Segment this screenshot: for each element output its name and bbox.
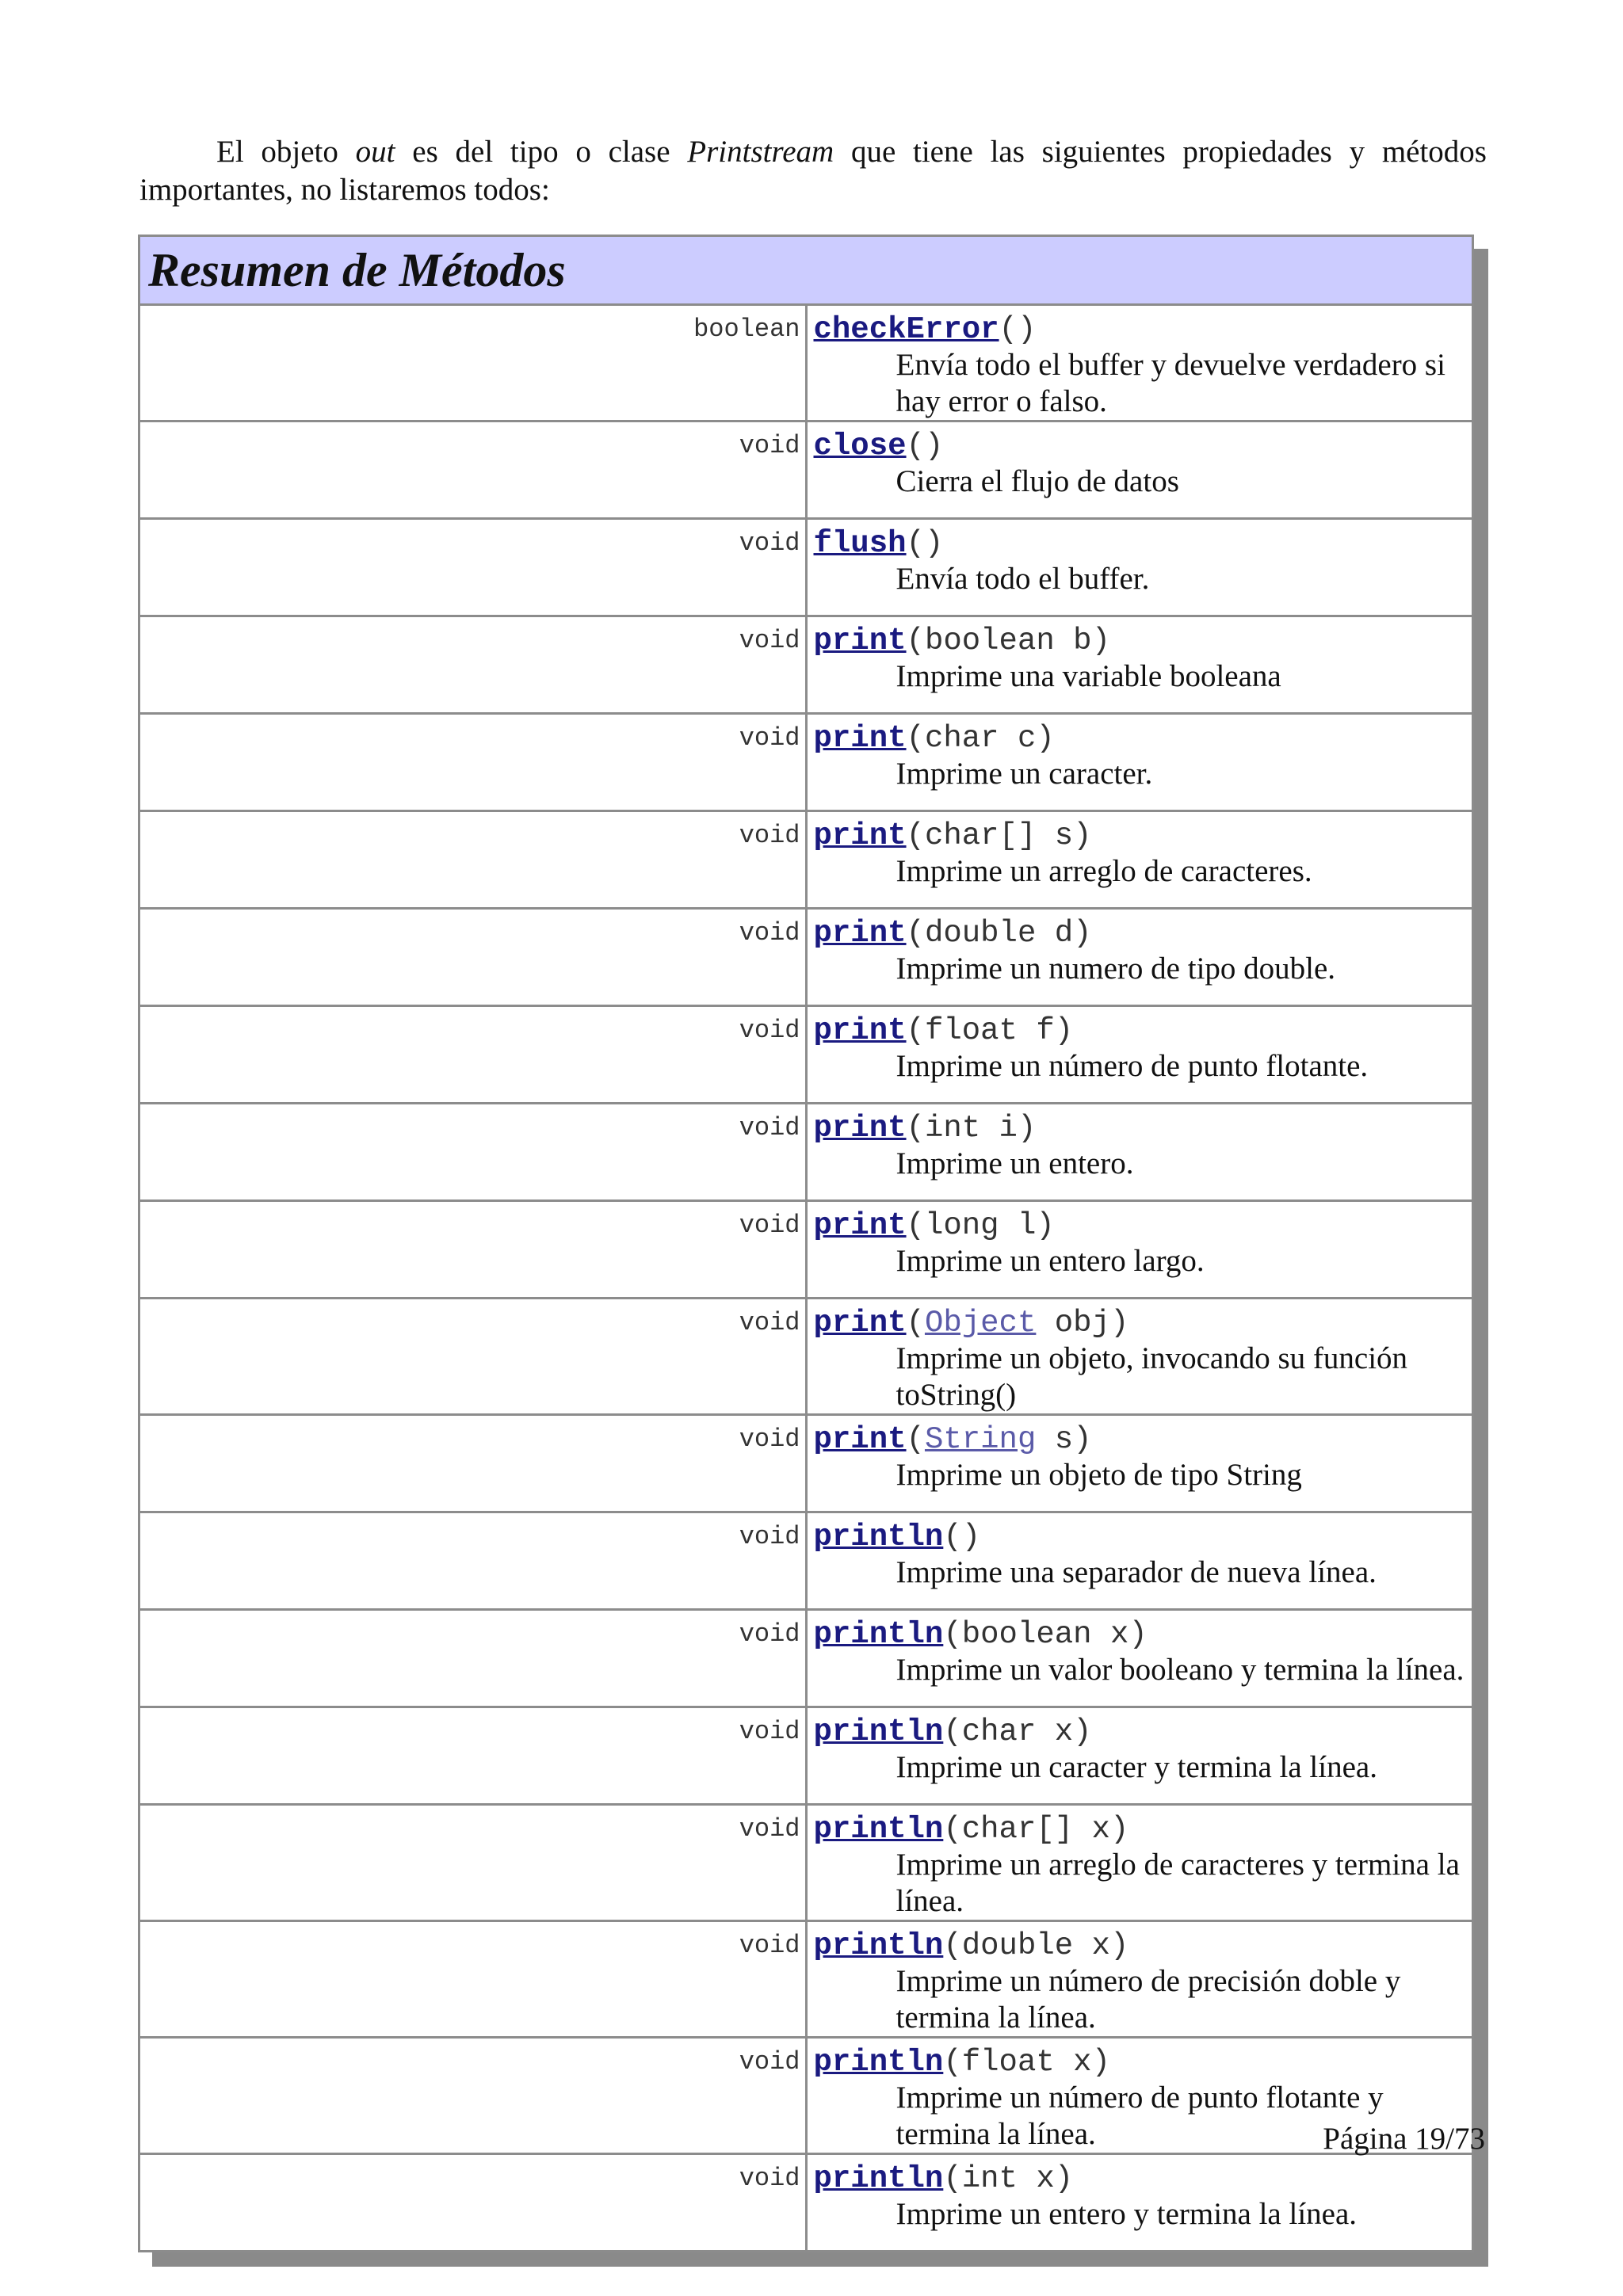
return-type: void	[139, 1006, 807, 1104]
method-cell	[806, 616, 1473, 714]
method-params: float f	[924, 1013, 1055, 1048]
intro-line-2: importantes, no listaremos todos:	[139, 173, 550, 207]
method-description: Imprime un entero y termina la línea.	[896, 2197, 1358, 2231]
method-row	[139, 1921, 1473, 2038]
method-name-link[interactable]: println	[813, 2045, 944, 2080]
paren-open: (	[999, 312, 1018, 347]
method-name-link[interactable]: println	[813, 1520, 944, 1554]
method-rows	[139, 305, 1473, 2252]
method-description: Imprime un número de punto flotante y termina la línea.	[896, 2081, 1384, 2151]
paren-close: )	[1109, 1812, 1129, 1847]
method-description: Imprime un arreglo de caracteres.	[896, 854, 1312, 888]
method-row	[139, 1707, 1473, 1805]
method-signature	[814, 1928, 1472, 1963]
return-type: void	[139, 1415, 807, 1512]
paren-close: )	[1091, 2045, 1110, 2080]
return-type: void	[139, 909, 807, 1006]
paren-close: )	[1036, 1208, 1055, 1243]
method-signature	[814, 526, 1472, 561]
method-name-link[interactable]: println	[813, 1714, 944, 1749]
param-name: obj	[1036, 1306, 1110, 1341]
return-type: void	[139, 714, 807, 811]
param-name: s	[1036, 1422, 1074, 1457]
paren-close: )	[961, 1520, 981, 1554]
method-name-link[interactable]: print	[813, 624, 907, 658]
table-title: Resumen de Métodos	[139, 236, 1473, 305]
intro-text-3: que tiene las siguientes propiedades y métodos	[834, 135, 1487, 169]
paren-close: )	[1073, 1422, 1092, 1457]
method-params: float x	[961, 2045, 1092, 2080]
method-params: char x	[961, 1714, 1074, 1749]
method-row	[139, 811, 1473, 909]
method-cell	[806, 1201, 1473, 1299]
paren-open: (	[906, 429, 925, 463]
paren-open: (	[943, 1812, 962, 1847]
method-row	[139, 2154, 1473, 2252]
intro-text-1: El objeto	[216, 135, 356, 169]
method-signature	[814, 1013, 1472, 1048]
method-description: Imprime un entero largo.	[896, 1244, 1205, 1278]
method-row	[139, 616, 1473, 714]
intro-paragraph	[139, 133, 1487, 209]
method-row	[139, 1610, 1473, 1707]
method-signature	[814, 624, 1472, 658]
paren-open: (	[943, 1617, 962, 1652]
method-params: int i	[924, 1111, 1018, 1146]
method-signature	[814, 1617, 1472, 1652]
method-name-link[interactable]: print	[813, 1208, 907, 1243]
paren-open: (	[906, 1013, 925, 1048]
method-cell	[806, 1921, 1473, 2038]
paren-close: )	[1128, 1617, 1148, 1652]
method-summary-table-container	[138, 235, 1474, 2252]
paren-close: )	[1036, 721, 1055, 756]
method-row	[139, 519, 1473, 616]
method-signature	[814, 1520, 1472, 1554]
method-row	[139, 1006, 1473, 1104]
method-name-link[interactable]: close	[813, 429, 907, 463]
method-cell	[806, 305, 1473, 421]
method-signature	[814, 1714, 1472, 1749]
method-cell	[806, 421, 1473, 519]
return-type: void	[139, 1201, 807, 1299]
method-name-link[interactable]: print	[813, 1422, 907, 1457]
method-description: Imprime un caracter y termina la línea.	[896, 1750, 1377, 1784]
return-type: void	[139, 2154, 807, 2252]
paren-open: (	[943, 2161, 962, 2196]
method-params: char[] s	[924, 818, 1074, 853]
intro-text-2: es del tipo o clase	[395, 135, 688, 169]
method-params: double x	[961, 1928, 1110, 1963]
method-row	[139, 1415, 1473, 1512]
method-row	[139, 305, 1473, 421]
intro-class-word: Printstream	[687, 135, 834, 169]
paren-close: )	[1054, 1013, 1074, 1048]
paren-open: (	[906, 526, 925, 561]
method-cell	[806, 519, 1473, 616]
method-name-link[interactable]: println	[813, 1812, 944, 1847]
return-type: void	[139, 2038, 807, 2154]
paren-open: (	[906, 721, 925, 756]
method-signature	[814, 721, 1472, 756]
method-row	[139, 714, 1473, 811]
method-params: long l	[924, 1208, 1037, 1243]
method-signature	[814, 1422, 1472, 1457]
intro-line-1	[139, 133, 1487, 171]
paren-close: )	[1073, 916, 1092, 951]
paren-open: (	[906, 1306, 925, 1341]
page-number: Página 19/73	[1323, 2122, 1485, 2156]
return-type: void	[139, 1805, 807, 1921]
method-description: Cierra el flujo de datos	[896, 464, 1179, 498]
method-signature	[814, 1306, 1472, 1341]
return-type: void	[139, 421, 807, 519]
paren-open: (	[906, 1422, 925, 1457]
method-description: Envía todo el buffer.	[896, 562, 1150, 596]
paren-open: (	[943, 1928, 962, 1963]
method-signature	[814, 1208, 1472, 1243]
paren-open: (	[943, 1714, 962, 1749]
method-cell	[806, 1104, 1473, 1201]
method-name-link[interactable]: println	[813, 2161, 944, 2196]
return-type: boolean	[139, 305, 807, 421]
method-cell	[806, 1707, 1473, 1805]
method-signature	[814, 429, 1472, 463]
method-params: boolean x	[961, 1617, 1129, 1652]
return-type: void	[139, 811, 807, 909]
return-type: void	[139, 1512, 807, 1610]
method-signature	[814, 2045, 1472, 2080]
method-cell	[806, 1805, 1473, 1921]
method-description: Imprime un caracter.	[896, 757, 1153, 791]
method-cell	[806, 1415, 1473, 1512]
intro-out-word: out	[355, 135, 395, 169]
method-description: Imprime un número de precisión doble y termina la línea.	[896, 1964, 1401, 2035]
method-name-link[interactable]: println	[813, 1928, 944, 1963]
return-type: void	[139, 1921, 807, 2038]
method-row	[139, 421, 1473, 519]
paren-close: )	[924, 526, 944, 561]
method-description: Imprime un objeto de tipo String	[896, 1458, 1302, 1492]
method-row	[139, 1104, 1473, 1201]
paren-close: )	[1110, 1306, 1129, 1341]
method-name-link[interactable]: print	[813, 916, 907, 951]
method-cell	[806, 811, 1473, 909]
method-cell	[806, 714, 1473, 811]
paren-close: )	[1073, 1714, 1092, 1749]
method-row	[139, 1805, 1473, 1921]
method-row	[139, 909, 1473, 1006]
method-description: Imprime un numero de tipo double.	[896, 952, 1336, 986]
param-type-link[interactable]: String	[924, 1422, 1037, 1457]
method-description: Envía todo el buffer y devuelve verdadero si hay error o falso.	[896, 348, 1445, 418]
paren-open: (	[906, 818, 925, 853]
method-description: Imprime una variable booleana	[896, 659, 1281, 693]
return-type: void	[139, 1610, 807, 1707]
method-name-link[interactable]: checkError	[813, 312, 999, 347]
method-signature	[814, 2161, 1472, 2196]
method-description: Imprime un número de punto flotante.	[896, 1049, 1369, 1083]
method-signature	[814, 818, 1472, 853]
paren-close: )	[1017, 1111, 1037, 1146]
method-cell	[806, 1006, 1473, 1104]
method-row	[139, 1299, 1473, 1415]
method-name-link[interactable]: println	[813, 1617, 944, 1652]
method-params: boolean b	[924, 624, 1092, 658]
method-params: char c	[924, 721, 1037, 756]
return-type: void	[139, 1299, 807, 1415]
method-params: double d	[924, 916, 1074, 951]
paren-close: )	[1109, 1928, 1129, 1963]
param-type-link[interactable]: Object	[924, 1306, 1037, 1341]
paren-open: (	[906, 1111, 925, 1146]
method-cell	[806, 1610, 1473, 1707]
method-row	[139, 1201, 1473, 1299]
paren-close: )	[924, 429, 944, 463]
method-signature	[814, 312, 1472, 347]
method-signature	[814, 916, 1472, 951]
paren-close: )	[1073, 818, 1092, 853]
method-name-link[interactable]: print	[813, 1013, 907, 1048]
return-type: void	[139, 519, 807, 616]
paren-open: (	[906, 1208, 925, 1243]
method-summary-table	[138, 235, 1474, 2252]
method-description: Imprime un objeto, invocando su función toString()	[896, 1341, 1408, 1412]
method-name-link[interactable]: print	[813, 1111, 907, 1146]
method-description: Imprime un valor booleano y termina la línea.	[896, 1653, 1465, 1687]
paren-close: )	[1091, 624, 1110, 658]
return-type: void	[139, 616, 807, 714]
method-cell	[806, 1299, 1473, 1415]
method-description: Imprime un arreglo de caracteres y termina la línea.	[896, 1848, 1460, 1918]
method-name-link[interactable]: print	[813, 1306, 907, 1341]
method-row	[139, 2038, 1473, 2154]
method-signature	[814, 1812, 1472, 1847]
method-cell	[806, 2154, 1473, 2252]
method-cell	[806, 1512, 1473, 1610]
paren-close: )	[1054, 2161, 1074, 2196]
method-cell	[806, 909, 1473, 1006]
paren-open: (	[943, 1520, 962, 1554]
return-type: void	[139, 1104, 807, 1201]
paren-close: )	[1017, 312, 1037, 347]
method-name-link[interactable]: print	[813, 818, 907, 853]
return-type: void	[139, 1707, 807, 1805]
method-description: Imprime una separador de nueva línea.	[896, 1555, 1377, 1589]
method-params: char[] x	[961, 1812, 1110, 1847]
method-row	[139, 1512, 1473, 1610]
method-signature	[814, 1111, 1472, 1146]
method-name-link[interactable]: print	[813, 721, 907, 756]
method-params: int x	[961, 2161, 1055, 2196]
paren-open: (	[906, 624, 925, 658]
method-description: Imprime un entero.	[896, 1146, 1134, 1180]
method-name-link[interactable]: flush	[813, 526, 907, 561]
paren-open: (	[943, 2045, 962, 2080]
paren-open: (	[906, 916, 925, 951]
